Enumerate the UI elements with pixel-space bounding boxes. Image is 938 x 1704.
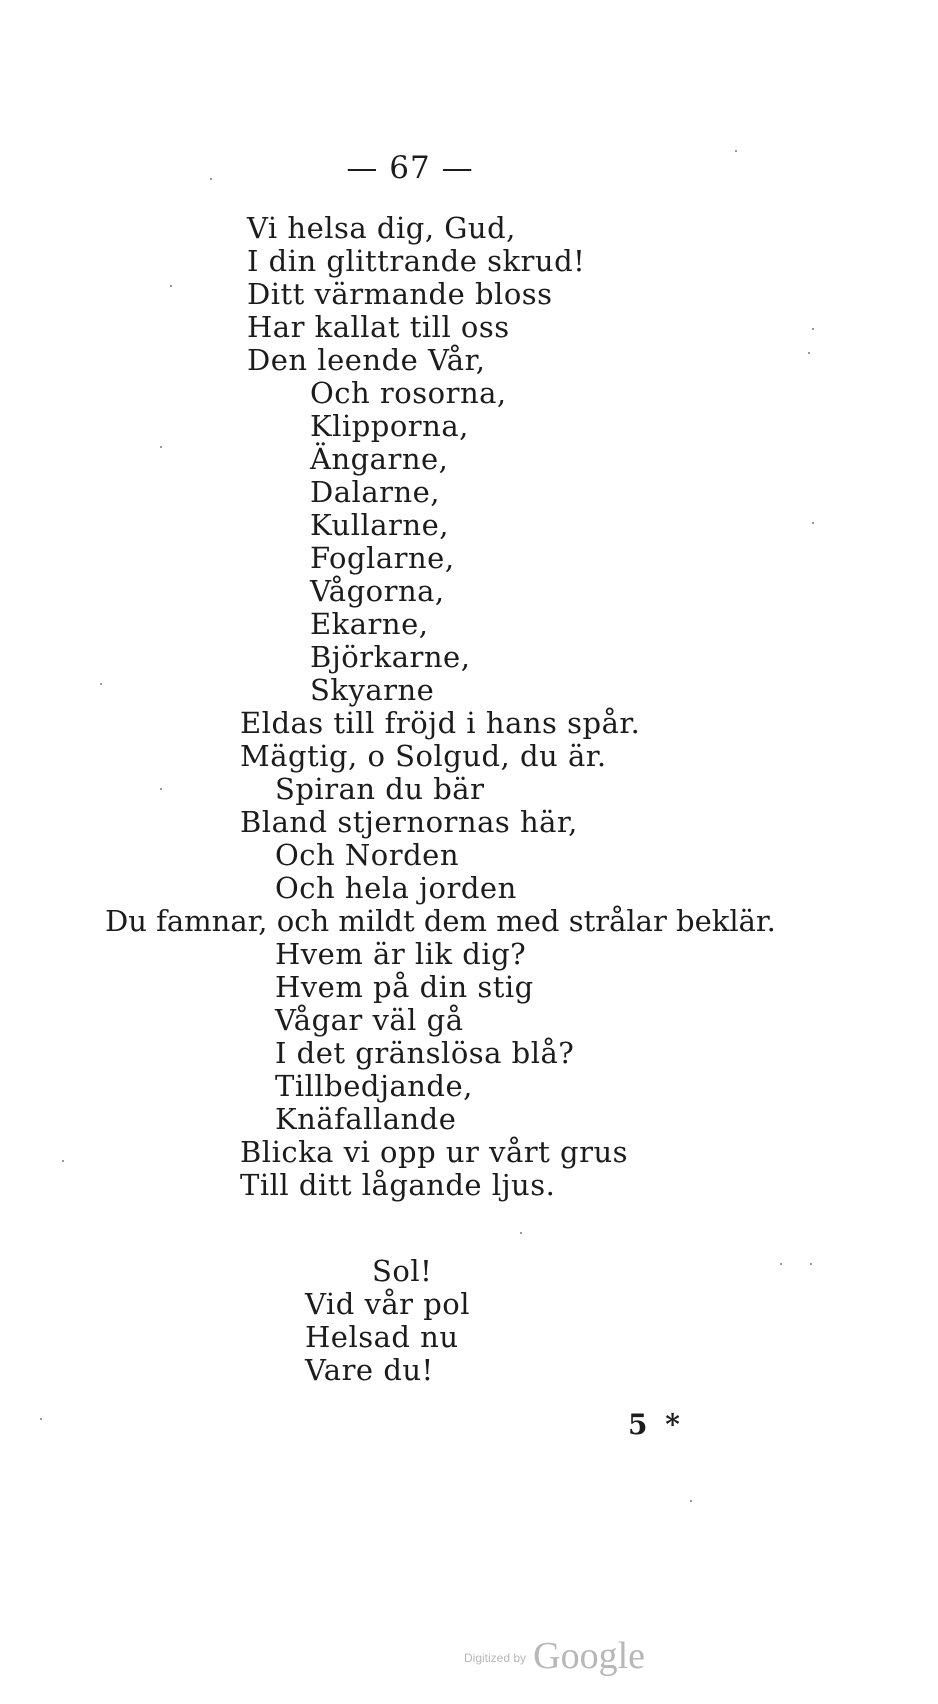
poem-line: Ditt värmande bloss (247, 277, 553, 311)
poem-line: Tillbedjande, (275, 1069, 473, 1103)
paper-speck (160, 788, 162, 790)
poem-line: Har kallat till oss (247, 310, 510, 344)
poem-line: Bland stjernornas här, (240, 805, 578, 839)
poem-line: Dalarne, (310, 475, 441, 509)
poem-line: Mägtig, o Solgud, du är. (240, 739, 607, 773)
poem-line: Vågar väl gå (275, 1003, 464, 1037)
paper-speck (62, 1160, 64, 1162)
poem-line: Vi helsa dig, Gud, (247, 211, 516, 245)
paper-speck (210, 178, 212, 180)
poem-line: Björkarne, (310, 640, 471, 674)
poem-line: Och rosorna, (310, 376, 507, 410)
paper-speck (170, 285, 172, 287)
poem-line: Knäfallande (275, 1102, 457, 1136)
page-number-header: — 67 — (346, 150, 474, 186)
poem-line: Eldas till fröjd i hans spår. (240, 706, 641, 740)
poem-line: Vid vår pol (305, 1287, 471, 1321)
poem-line: Vare du! (305, 1353, 434, 1387)
poem-line: Hvem är lik dig? (275, 937, 527, 971)
watermark-brand: Google (533, 1635, 645, 1677)
poem-line: Sol! (372, 1254, 433, 1288)
paper-speck (690, 1500, 692, 1502)
poem-line: Du famnar, och mildt dem med strålar beklär. (105, 904, 776, 938)
poem-line: Och hela jorden (275, 871, 517, 905)
paper-speck (780, 1263, 782, 1265)
poem-line: Ängarne, (310, 442, 449, 476)
paper-speck (40, 1418, 42, 1420)
signature-mark: 5 * (628, 1408, 684, 1441)
poem-line: Vågorna, (310, 574, 445, 608)
poem-line: Ekarne, (310, 607, 429, 641)
paper-speck (812, 328, 814, 330)
poem-line: Skyarne (310, 673, 435, 707)
paper-speck (735, 150, 737, 152)
poem-line: Den leende Vår, (247, 343, 486, 377)
paper-speck (810, 1263, 812, 1265)
poem-line: Blicka vi opp ur vårt grus (240, 1135, 629, 1169)
paper-speck (160, 446, 162, 448)
poem-line: Helsad nu (305, 1320, 459, 1354)
poem-line: Kullarne, (310, 508, 449, 542)
poem-line: Till ditt lågande ljus. (240, 1168, 556, 1202)
poem-line: Foglarne, (310, 541, 455, 575)
paper-speck (808, 352, 810, 354)
digitized-watermark (464, 1634, 645, 1678)
paper-speck (100, 683, 102, 685)
poem-line: I din glittrande skrud! (247, 244, 586, 278)
paper-speck (812, 522, 814, 524)
poem-line: Och Norden (275, 838, 460, 872)
watermark-prefix: Digitized by (464, 1651, 527, 1665)
poem-line: I det gränslösa blå? (275, 1036, 575, 1070)
poem-line: Spiran du bär (275, 772, 485, 806)
paper-speck (520, 1232, 522, 1234)
poem-line: Klipporna, (310, 409, 469, 443)
poem-line: Hvem på din stig (275, 970, 534, 1004)
